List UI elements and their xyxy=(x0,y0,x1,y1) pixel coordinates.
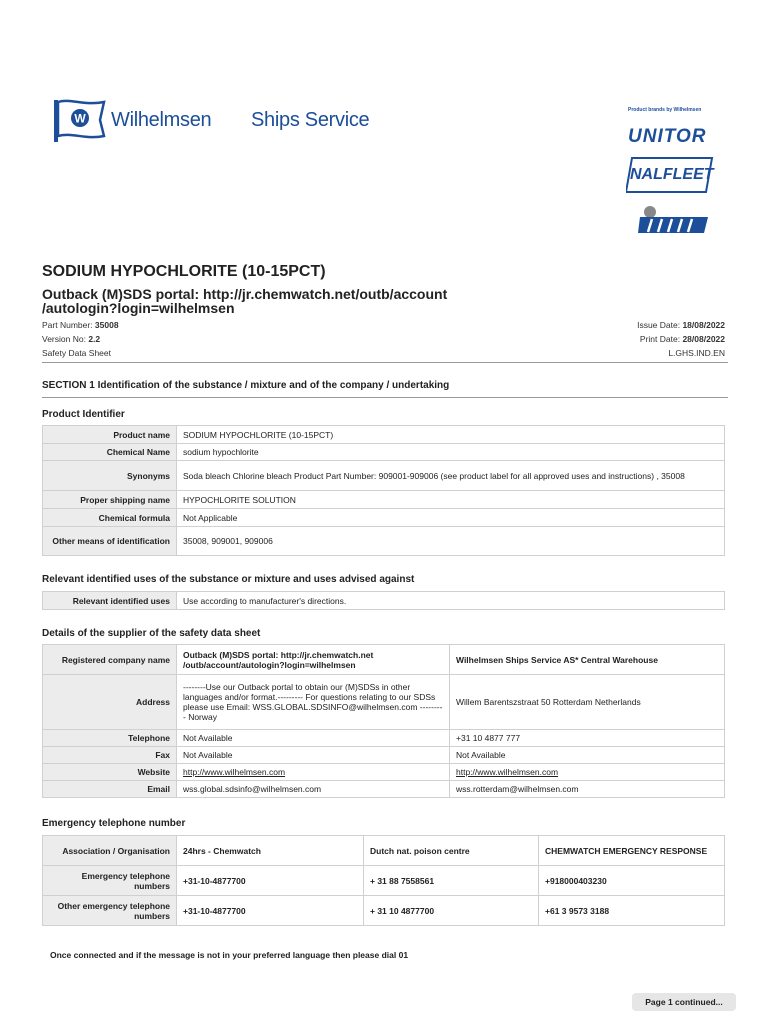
portal-link[interactable] xyxy=(42,287,522,315)
document-title: SODIUM HYPOCHLORITE (10-15PCT) xyxy=(42,263,326,280)
table-row xyxy=(43,645,725,675)
table-row xyxy=(43,461,725,491)
wilhelmsen-flag-logo xyxy=(50,96,108,144)
row-label: Relevant identified uses xyxy=(43,592,177,610)
product-identifier-table xyxy=(42,425,725,556)
website-col-1 xyxy=(177,764,450,781)
supplier-col-1: wss.global.sdsinfo@wilhelmsen.com xyxy=(177,781,450,798)
table-row xyxy=(43,509,725,527)
brand-name: Wilhelmsen xyxy=(111,109,212,131)
version-number xyxy=(42,334,100,344)
table-row xyxy=(43,764,725,781)
emergency-col-2: Dutch nat. poison centre xyxy=(364,836,539,866)
part-number xyxy=(42,320,119,330)
row-label: Product name xyxy=(43,426,177,444)
print-date-label: Print Date: xyxy=(639,334,681,344)
table-row xyxy=(43,491,725,509)
emergency-col-1: +31-10-4877700 xyxy=(177,866,364,896)
emergency-col-3: CHEMWATCH EMERGENCY RESPONSE xyxy=(539,836,725,866)
table-row xyxy=(43,747,725,764)
emergency-note: Once connected and if the message is not in your preferred language then please dial 01 xyxy=(50,950,409,960)
supplier-heading: Details of the supplier of the safety data sheet xyxy=(42,628,261,639)
supplier-col-2: wss.rotterdam@wilhelmsen.com xyxy=(450,781,725,798)
row-value: Soda bleach Chlorine bleach Product Part Number: 909001-909006 (see product label for all approved uses and instructions) , 35008 xyxy=(177,461,725,491)
row-label: Fax xyxy=(43,747,177,764)
table-row xyxy=(43,866,725,896)
supplier-col-2: Wilhelmsen Ships Service AS* Central Warehouse xyxy=(450,645,725,675)
row-label: Website xyxy=(43,764,177,781)
emergency-col-3: +918000403230 xyxy=(539,866,725,896)
row-label: Synonyms xyxy=(43,461,177,491)
page-continued-badge: Page 1 continued... xyxy=(632,993,736,1011)
supplier-col-1: Not Available xyxy=(177,730,450,747)
website-link[interactable]: http://www.wilhelmsen.com xyxy=(183,767,286,777)
issue-date-value: 18/08/2022 xyxy=(682,320,725,330)
product-identifier-heading: Product Identifier xyxy=(42,409,125,420)
emergency-col-3: +61 3 9573 3188 xyxy=(539,896,725,926)
supplier-table xyxy=(42,644,725,798)
table-row xyxy=(43,896,725,926)
row-label: Other means of identification xyxy=(43,527,177,556)
row-label: Address xyxy=(43,675,177,730)
emergency-heading: Emergency telephone number xyxy=(42,818,186,829)
portal-line-1: Outback (M)SDS portal: http://jr.chemwatch.net/outb/account xyxy=(42,286,448,302)
part-number-label: Part Number: xyxy=(42,320,93,330)
emergency-col-2: + 31 10 4877700 xyxy=(364,896,539,926)
section-1-heading: SECTION 1 Identification of the substance / mixture and of the company / undertaking xyxy=(42,380,450,391)
row-label: Emergency telephone numbers xyxy=(43,866,177,896)
table-row xyxy=(43,730,725,747)
table-row xyxy=(43,675,725,730)
divider xyxy=(42,362,728,363)
supplier-col-2: Willem Barentszstraat 50 Rotterdam Netherlands xyxy=(450,675,725,730)
table-row xyxy=(43,592,725,610)
supplier-col-1: Outback (M)SDS portal: http://jr.chemwatch.net /outb/account/autologin?login=wilhelmsen xyxy=(177,645,450,675)
print-date-value: 28/08/2022 xyxy=(682,334,725,344)
table-row xyxy=(43,527,725,556)
relevant-uses-heading: Relevant identified uses of the substance or mixture and uses advised against xyxy=(42,574,415,585)
portal-line-2: /autologin?login=wilhelmsen xyxy=(42,300,235,316)
ghs-code: L.GHS.IND.EN xyxy=(668,348,725,358)
row-label: Other emergency telephone numbers xyxy=(43,896,177,926)
table-row xyxy=(43,444,725,461)
supplier-col-2: +31 10 4877 777 xyxy=(450,730,725,747)
issue-date-label: Issue Date: xyxy=(637,320,681,330)
row-label: Chemical Name xyxy=(43,444,177,461)
row-label: Email xyxy=(43,781,177,798)
emergency-col-2: + 31 88 7558561 xyxy=(364,866,539,896)
svg-text:W: W xyxy=(74,111,86,126)
table-row xyxy=(43,781,725,798)
document-type: Safety Data Sheet xyxy=(42,348,111,358)
row-value: Use according to manufacturer's directions. xyxy=(177,592,725,610)
row-value: SODIUM HYPOCHLORITE (10-15PCT) xyxy=(177,426,725,444)
row-label: Association / Organisation xyxy=(43,836,177,866)
version-value: 2.2 xyxy=(88,334,101,344)
row-value: Not Applicable xyxy=(177,509,725,527)
print-date xyxy=(640,334,725,344)
table-row xyxy=(43,426,725,444)
emergency-col-1: 24hrs - Chemwatch xyxy=(177,836,364,866)
row-label: Chemical formula xyxy=(43,509,177,527)
row-label: Proper shipping name xyxy=(43,491,177,509)
version-label: Version No: xyxy=(42,334,86,344)
divider xyxy=(42,397,728,398)
part-number-value: 35008 xyxy=(94,320,119,330)
row-label: Registered company name xyxy=(43,645,177,675)
brand-service: Ships Service xyxy=(251,109,370,131)
nalfleet-logo: NALFLEET xyxy=(630,166,714,183)
emergency-col-1: +31-10-4877700 xyxy=(177,896,364,926)
relevant-uses-table xyxy=(42,591,725,610)
row-value: sodium hypochlorite xyxy=(177,444,725,461)
timm-logo xyxy=(638,205,710,235)
supplier-col-2: Not Available xyxy=(450,747,725,764)
products-by-label: Product brands by Wilhelmsen xyxy=(628,107,702,113)
row-value: HYPOCHLORITE SOLUTION xyxy=(177,491,725,509)
issue-date xyxy=(637,320,725,330)
row-value: 35008, 909001, 909006 xyxy=(177,527,725,556)
website-col-2 xyxy=(450,764,725,781)
unitor-logo: UNITOR xyxy=(628,126,707,147)
supplier-col-1: Not Available xyxy=(177,747,450,764)
supplier-col-1: --------Use our Outback portal to obtain our (M)SDSs in other languages and/or format.--------- For questions relating to our SDSs please use Email: WSS.GLOBAL.SDSINFO@wilhelmsen.com --------- Norway xyxy=(177,675,450,730)
website-link[interactable]: http://www.wilhelmsen.com xyxy=(456,767,559,777)
table-row xyxy=(43,836,725,866)
emergency-table xyxy=(42,835,725,926)
row-label: Telephone xyxy=(43,730,177,747)
